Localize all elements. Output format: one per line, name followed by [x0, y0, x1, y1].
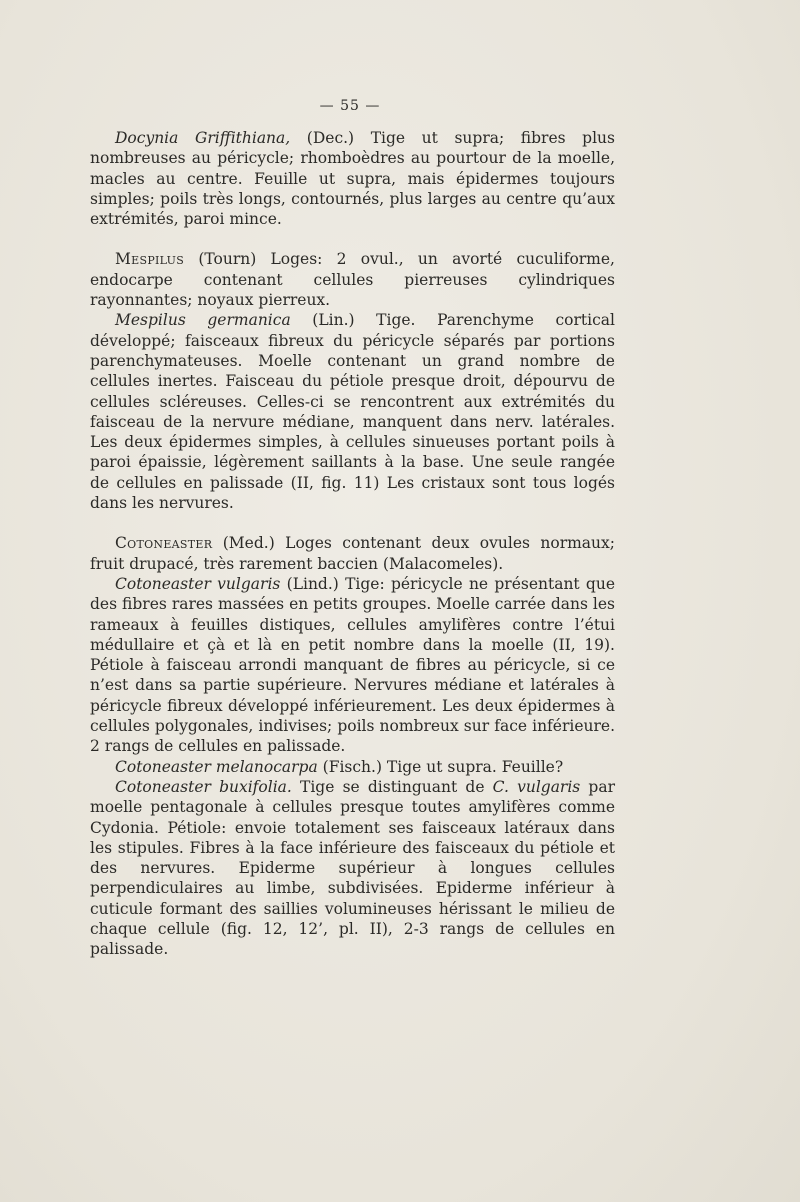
taxon-name: Cotoneaster vulgaris [115, 574, 281, 593]
genus-heading: Mespilus [115, 250, 185, 269]
paragraph-cotoneaster [90, 533, 615, 574]
taxon-name: Mespilus germanica [115, 311, 291, 330]
body-text [90, 128, 615, 960]
genus-heading: Cotoneaster [115, 534, 213, 553]
page-number: — 55 — [319, 98, 381, 114]
paragraph-text: (Tourn) Loges: 2 ovul., un avorté cuculiforme, endocarpe contenant cellules pierreuses cylindriques rayonnantes; noyaux pierreux. [90, 250, 615, 310]
paragraph-text: (Dec.) Tige ut supra; fibres plus nombreuses au péricycle; rhomboèdres au pourtour de la moelle, macles au centre. Feuille ut supra, mais épidermes toujours simples; poils très longs, contournés, plus larges au centre qu’aux extrémités, paroi mince. [90, 129, 615, 229]
paragraph-text: par moelle pentagonale à cellules presque toutes amylifères comme Cydonia. Pétiole: envoie totalement ses faisceaux latéraux dans les stipules. Fibres à la face inférieure des faisceaux du pétiole et des nervures. Epiderme supérieur à longues cellules perpendiculaires au limbe, subdivisées. Epiderme inférieur à cuticule formant des saillies volumineuses hérissant le milieu de chaque cellule (fig. 12, 12’, pl. II), 2-3 rangs de cellules en palissade. [90, 777, 616, 959]
paragraph-text: (Lin.) Tige. Parenchyme cortical développé; faisceaux fibreux du péricycle séparés par portions parenchymateuses. Moelle contenant un grand nombre de cellules inertes. Faisceau du pétiole presque droit, dépourvu de cellules scléreuses. Celles-ci se rencontrent aux extrémités du faisceau de la nervure médiane, manquent dans nerv. latérales. Les deux épidermes simples, à cellules sinueuses portant poils à paroi épaissie, légèrement saillants à la base. Une seule rangée de cellules en palissade (II, fig. 11) Les cristaux sont tous logés dans les nervures. [90, 311, 615, 513]
taxon-name: Docynia Griffithiana, [115, 129, 291, 147]
paragraph-mespilus-germanica [90, 310, 615, 513]
taxon-name: Cotoneaster melanocarpa [115, 757, 318, 776]
paragraph-text: (Fisch.) Tige ut supra. Feuille? [317, 757, 564, 776]
taxon-name: C. vulgaris [492, 777, 581, 796]
paragraph-cotoneaster-buxifolia [90, 777, 615, 960]
paragraph-docynia [90, 128, 615, 229]
paragraph-text: (Lind.) Tige: péricycle ne présentant que des fibres rares massées en petits groupes. Moelle carrée dans les rameaux à feuilles distiques, cellules amylifères contre l’étui médullaire et çà et là en petit nombre dans la moelle (II, 19). Pétiole à faisceau arrondi manquant de fibres au péricycle, si ce n’est dans sa partie supérieure. Nervures médiane et latérales à péricycle fibreux développé inférieurement. Les deux épidermes à cellules polygonales, indivises; poils nombreux sur face inférieure. 2 rangs de cellules en palissade. [90, 574, 616, 756]
paragraph-mespilus [90, 249, 615, 310]
paragraph-cotoneaster-melanocarpa [90, 757, 615, 777]
taxon-name: Cotoneaster buxifolia. [115, 777, 292, 796]
paragraph-cotoneaster-vulgaris [90, 574, 615, 757]
paragraph-text: Tige se distinguant de [291, 777, 493, 796]
paragraph-text: (Med.) Loges contenant deux ovules normaux; fruit drupacé, très rarement baccien (Malacomeles). [90, 534, 615, 573]
